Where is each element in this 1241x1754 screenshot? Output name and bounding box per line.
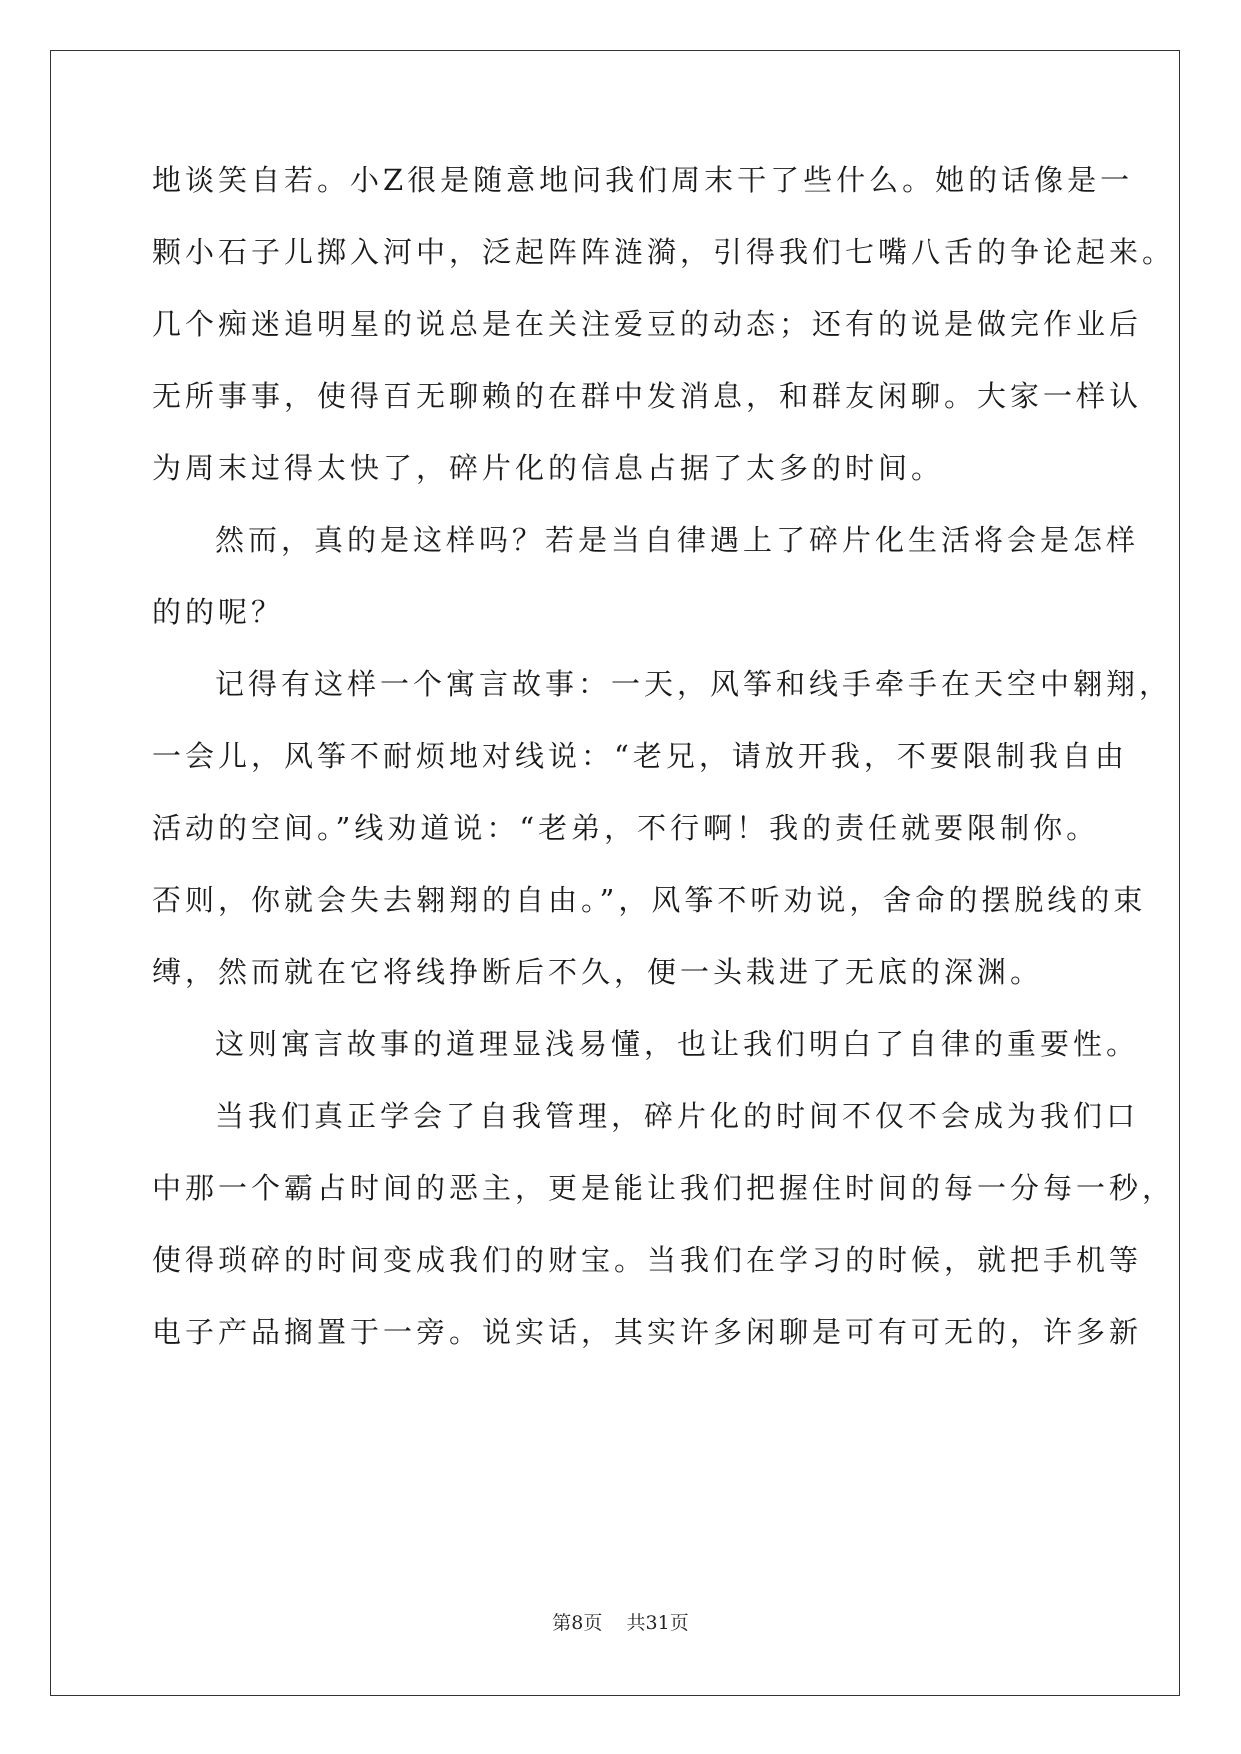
paragraph-line: 当我们真正学会了自我管理，碎片化的时间不仅不会成为我们口	[215, 1099, 1140, 1133]
paragraph-line: 电子产品搁置于一旁。说实话，其实许多闲聊是可有可无的，许多新	[152, 1315, 1143, 1349]
paragraph-line: 中那一个霸占时间的恶主，更是能让我们把握住时间的每一分每一秒，	[152, 1171, 1176, 1205]
paragraph-line: 否则，你就会失去翱翔的自由。”，风筝不听劝说，舍命的摆脱线的束	[152, 883, 1147, 917]
page-number-footer: 第8页 共31页	[552, 1612, 689, 1634]
paragraph-line: 使得琐碎的时间变成我们的财宝。当我们在学习的时候，就把手机等	[152, 1243, 1143, 1277]
page-border	[50, 50, 1180, 1696]
paragraph-line: 一会儿，风筝不耐烦地对线说：“老兄，请放开我，不要限制我自由	[152, 739, 1128, 773]
paragraph-line: 地谈笑自若。小Z很是随意地问我们周末干了些什么。她的话像是一	[152, 163, 1134, 197]
paragraph-line: 活动的空间。”线劝道说：“老弟，不行啊！我的责任就要限制你。	[152, 811, 1100, 845]
paragraph-line: 为周末过得太快了，碎片化的信息占据了太多的时间。	[152, 451, 945, 485]
paragraph-line: 无所事事，使得百无聊赖的在群中发消息，和群友闲聊。大家一样认	[152, 379, 1143, 413]
paragraph-line: 几个痴迷追明星的说总是在关注爱豆的动态；还有的说是做完作业后	[152, 307, 1143, 341]
paragraph-line: 然而，真的是这样吗？若是当自律遇上了碎片化生活将会是怎样	[215, 523, 1140, 557]
paragraph-line: 缚，然而就在它将线挣断后不久，便一头栽进了无底的深渊。	[152, 955, 1044, 989]
paragraph-line: 这则寓言故事的道理显浅易懂，也让我们明白了自律的重要性。	[215, 1027, 1140, 1061]
paragraph-line: 记得有这样一个寓言故事：一天，风筝和线手牵手在天空中翱翔，	[215, 667, 1173, 701]
paragraph-line: 的的呢？	[152, 595, 285, 629]
paragraph-line: 颗小石子儿掷入河中，泛起阵阵涟漪，引得我们七嘴八舌的争论起来。	[152, 235, 1176, 269]
